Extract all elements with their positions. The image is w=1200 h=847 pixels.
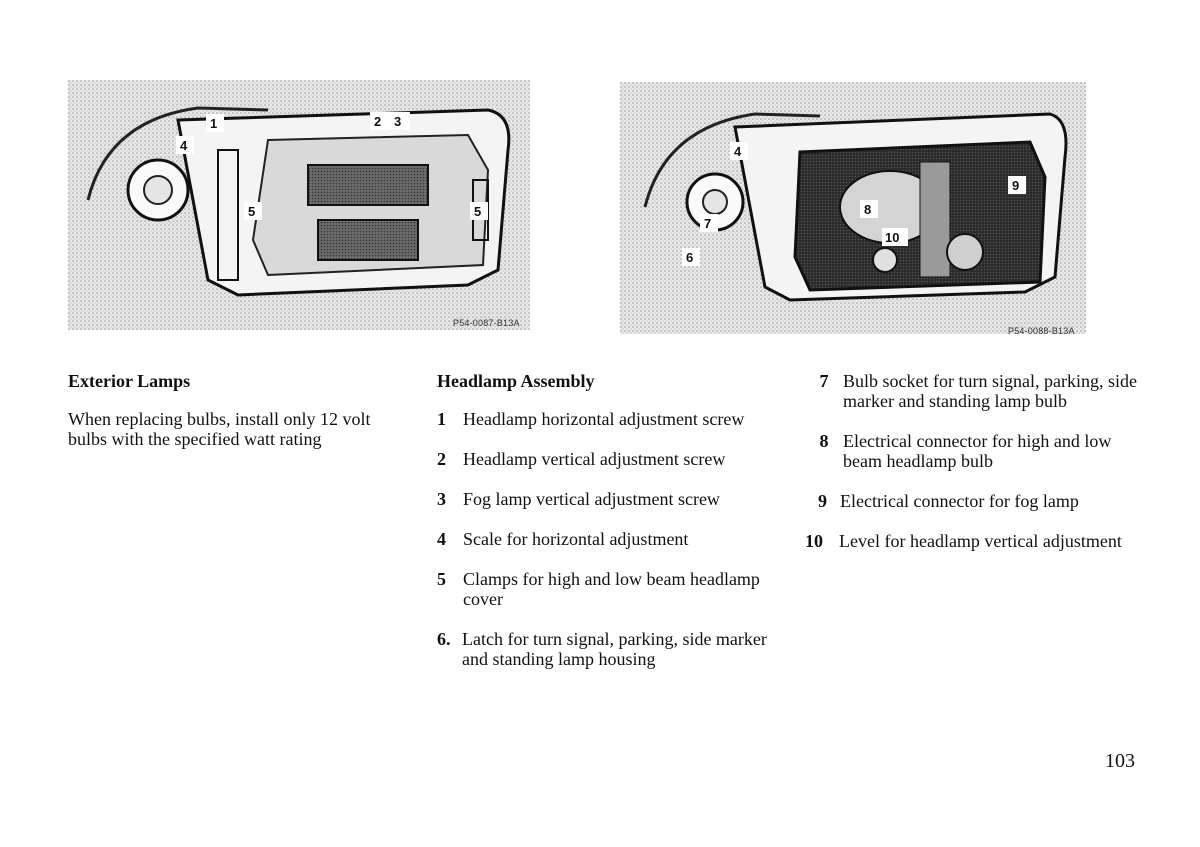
callout-5-left: 5	[248, 204, 256, 219]
callout-4: 4	[734, 144, 742, 159]
item-text: Headlamp horizontal adjustment screw	[463, 409, 745, 429]
headlamp-assembly-section	[437, 371, 777, 689]
item-number: 5	[437, 569, 446, 589]
item-number: 8	[819, 431, 829, 451]
list-item	[437, 629, 777, 669]
callout-1: 1	[210, 116, 218, 131]
list-item	[805, 491, 1145, 511]
item-text: Level for headlamp vertical adjustment	[839, 531, 1122, 551]
headlamp-assembly-heading: Headlamp Assembly	[437, 371, 595, 391]
item-number: 4	[437, 529, 446, 549]
item-text: Electrical connector for fog lamp	[840, 491, 1079, 511]
item-number: 9	[818, 491, 827, 511]
callout-6: 6	[686, 250, 694, 265]
list-item	[437, 529, 777, 549]
list-item	[437, 409, 777, 429]
item-text: Fog lamp vertical adjustment screw	[463, 489, 720, 509]
callout-8: 8	[864, 202, 872, 217]
headlamp-assembly-figure-open	[620, 82, 1086, 334]
list-item	[437, 449, 777, 469]
callout-9: 9	[1012, 178, 1020, 193]
callout-4: 4	[180, 138, 188, 153]
callout-3: 3	[394, 114, 402, 129]
item-text: Latch for turn signal, parking, side marker and standing lamp housing	[462, 629, 767, 669]
item-number: 2	[437, 449, 446, 469]
item-number: 6.	[437, 629, 451, 649]
figure-code: P54-0088-B13A	[1008, 326, 1075, 336]
item-text: Electrical connector for high and low beam headlamp bulb	[843, 431, 1112, 471]
item-text: Scale for horizontal adjustment	[463, 529, 689, 549]
exterior-lamps-heading: Exterior Lamps	[68, 371, 191, 391]
headlamp-assembly-figure-closed	[68, 80, 530, 330]
figure-code: P54-0087-B13A	[453, 318, 520, 328]
list-item	[437, 489, 777, 509]
headlamp-assembly-section-continued	[805, 371, 1145, 571]
exterior-lamps-section	[68, 371, 388, 449]
callout-5-right: 5	[474, 204, 482, 219]
item-number: 1	[437, 409, 446, 429]
page-number: 103	[1105, 750, 1135, 772]
list-item	[805, 371, 1145, 411]
item-number: 7	[819, 371, 829, 391]
item-number: 10	[805, 531, 823, 551]
headlamp-closed-illustration	[68, 80, 530, 330]
callout-7: 7	[704, 216, 712, 231]
item-text: Bulb socket for turn signal, parking, side marker and standing lamp bulb	[843, 371, 1137, 411]
list-item	[805, 531, 1145, 551]
item-text: Headlamp vertical adjustment screw	[463, 449, 726, 469]
headlamp-open-illustration	[620, 82, 1086, 334]
item-text: Clamps for high and low beam headlamp cover	[463, 569, 760, 609]
list-item	[437, 569, 777, 609]
callout-10: 10	[885, 230, 900, 245]
item-number: 3	[437, 489, 446, 509]
exterior-lamps-text: When replacing bulbs, install only 12 volt bulbs with the specified watt rating	[68, 409, 371, 449]
callout-2: 2	[374, 114, 382, 129]
list-item	[805, 431, 1145, 471]
